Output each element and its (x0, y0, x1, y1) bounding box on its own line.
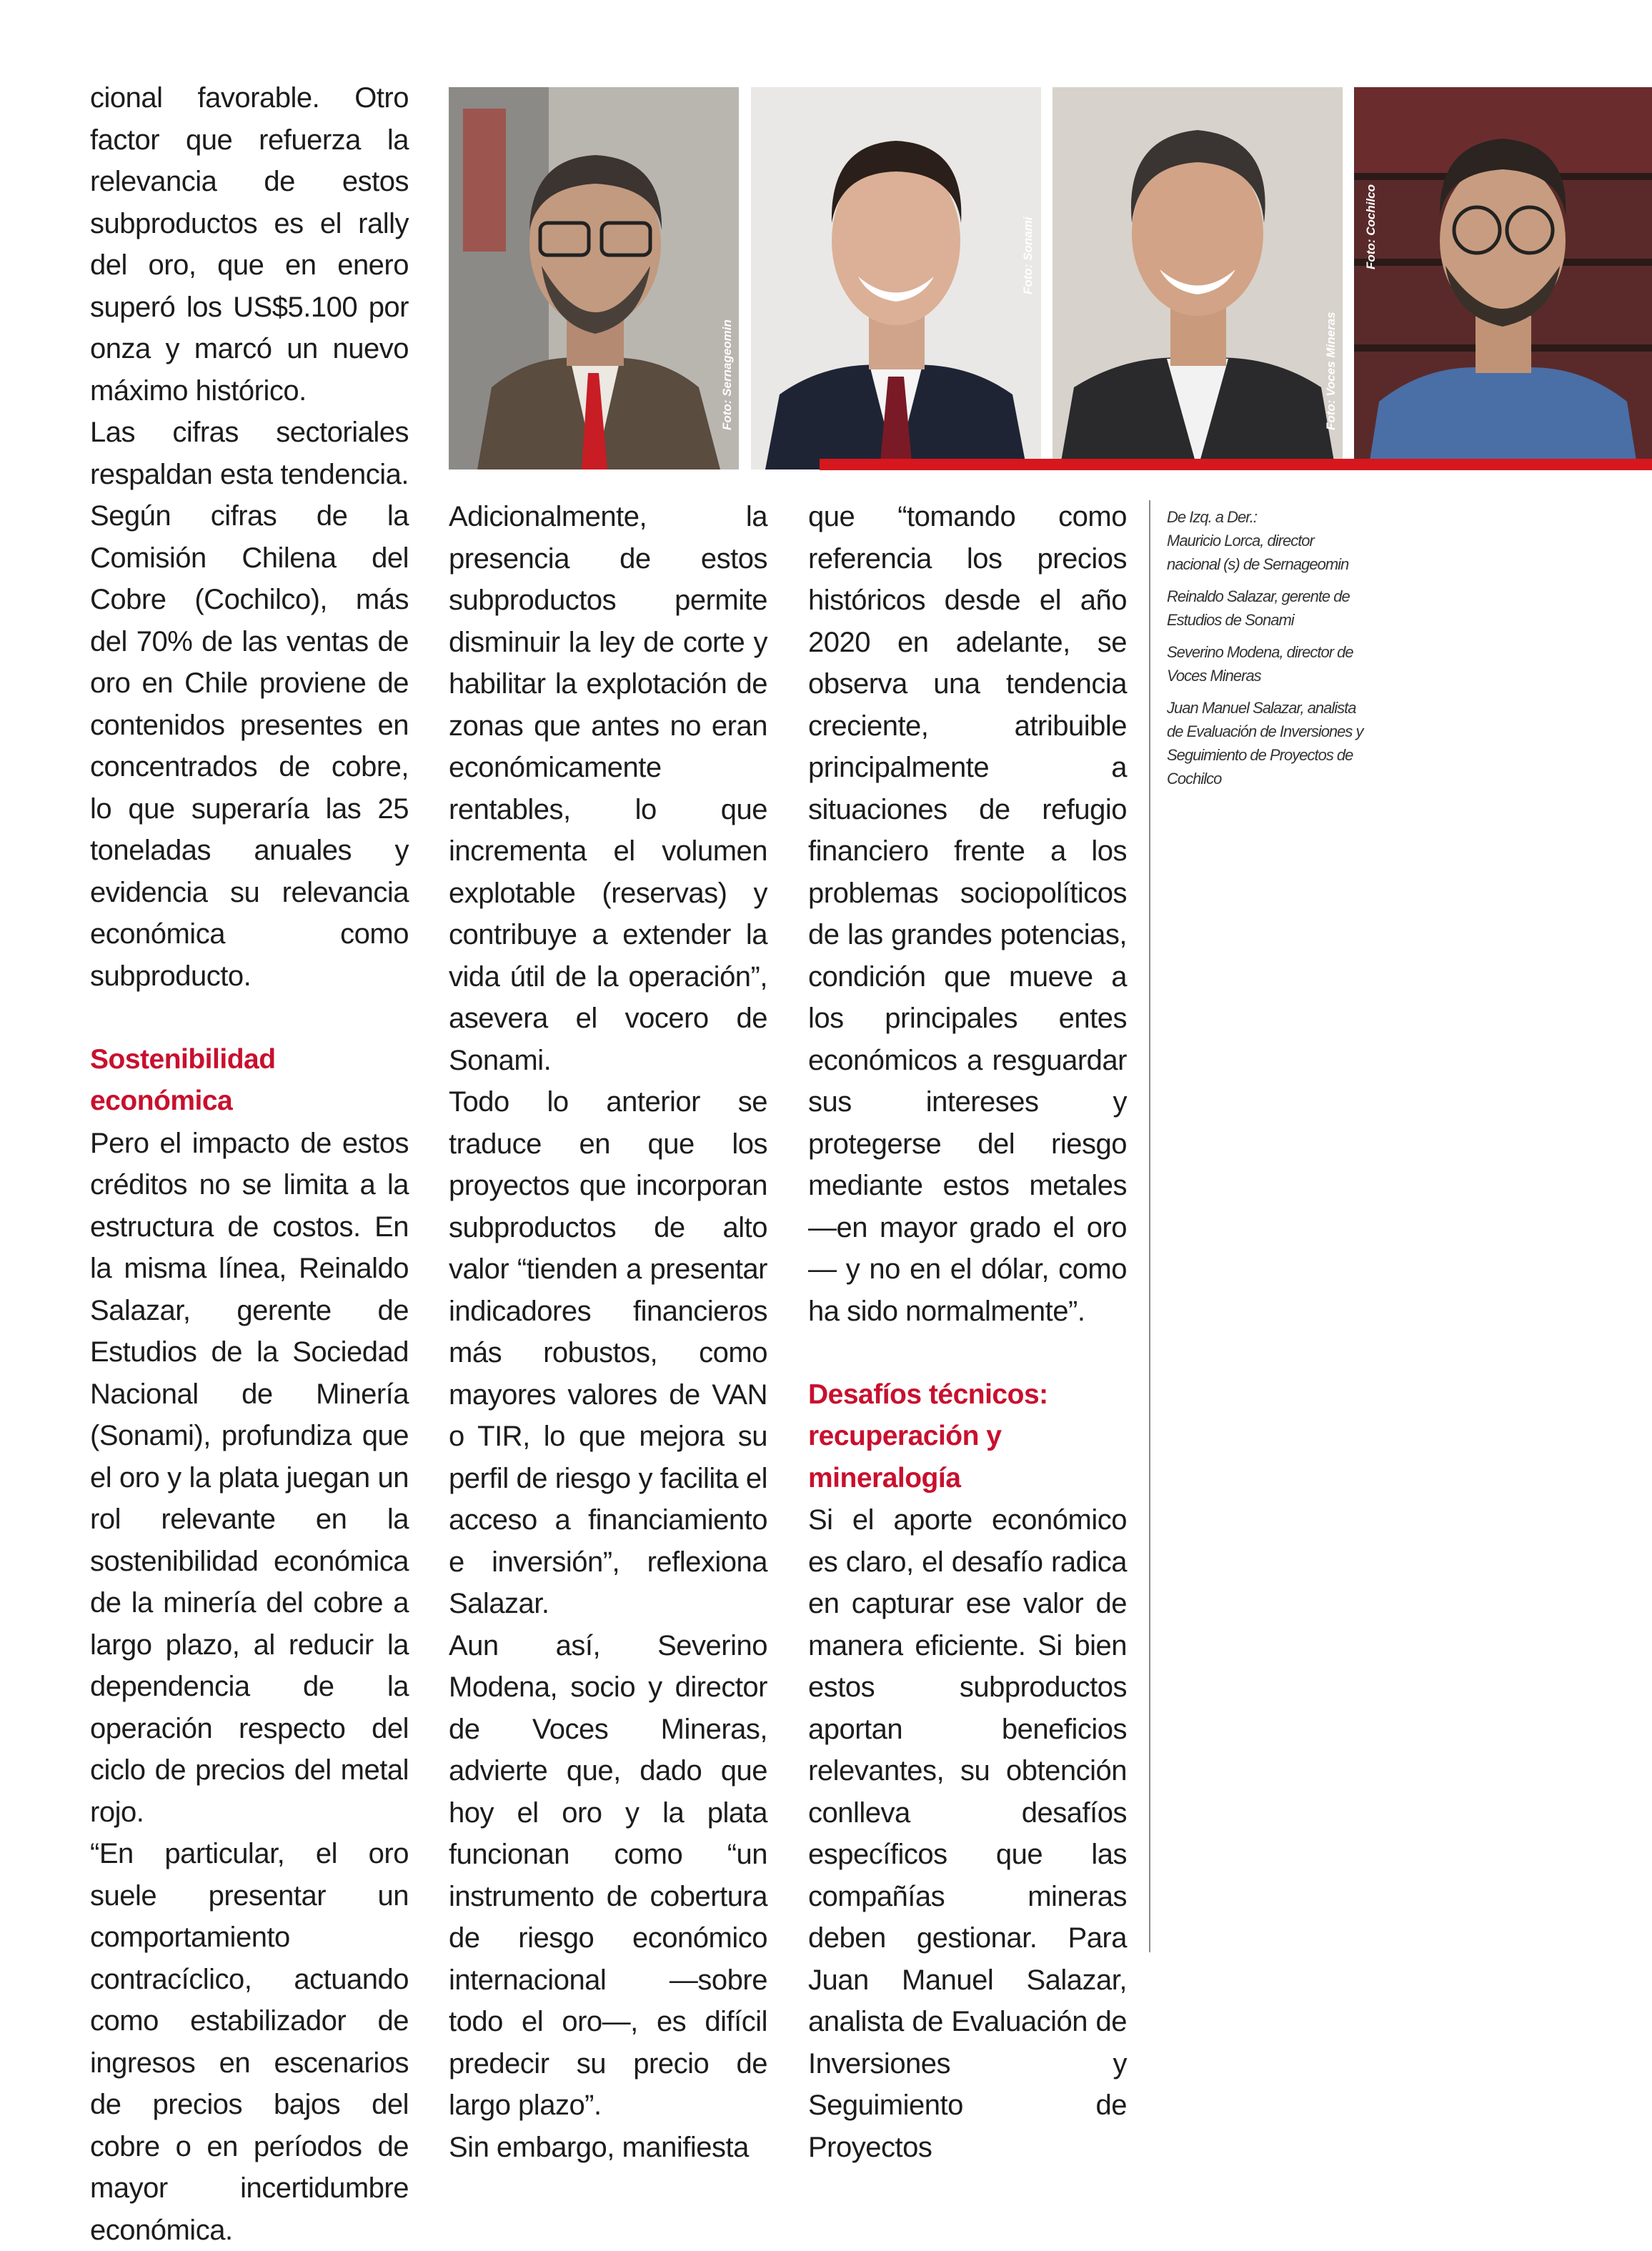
accent-rule (820, 459, 1652, 470)
article-column-2 (449, 496, 767, 2168)
paragraph: Las cifras sectoriales respaldan esta tendencia. Según cifras de la Comisión Chilena del Cobre (Cochilco), más del 70% de las ventas de oro en Chile proviene de contenidos presentes en concentrados de cobre, lo que superaría las 25 toneladas anuales y evidencia su relevancia económica como subproducto. (90, 417, 409, 992)
paragraph: Pero el impacto de estos créditos no se limita a la estructura de costos. En la misma línea, Reinaldo Salazar, gerente de Estudios de la Sociedad Nacional de Minería (Sonami), profundiza que el oro y la plata juegan un rol relevante en la sostenibilidad económica de la minería del cobre a largo plazo, al reducir la dependencia de la operación respecto del ciclo de precios del metal rojo. (90, 1127, 409, 1828)
caption-person: Reinaldo Salazar, gerente de Estudios de Sonami (1167, 587, 1350, 629)
paragraph: Adicionalmente, la presencia de estos subproductos permite disminuir la ley de corte y habilitar la explotación de zonas que antes no eran económicamente rentables, lo que incrementa el volumen explotable (reservas) y contribuye a extender la vida útil de la operación”, asevera el vocero de Sonami. (449, 501, 767, 1076)
photo-captions (1167, 505, 1367, 799)
article-column-3 (808, 496, 1127, 2168)
section-heading-desafios: Desafíos técnicos: recuperación y mineralogía (808, 1378, 1048, 1494)
portrait-juan-manuel-salazar (1354, 87, 1652, 469)
article-column-1 (90, 77, 409, 2251)
caption-person: Mauricio Lorca, director nacional (s) de Sernageomin (1167, 532, 1349, 573)
portrait-reinaldo-salazar (751, 87, 1041, 469)
paragraph: Todo lo anterior se traduce en que los proyectos que incorporan subproductos de alto valor “tienden a presentar indicadores financieros más robustos, como mayores valores de VAN o TIR, lo que mejora su perfil de riesgo y facilita el acceso a financiamiento e inversión”, reflexiona Salazar. (449, 1086, 767, 1619)
photo-credit: Foto: Cochilco (1364, 184, 1378, 269)
photo-credit: Foto: Voces Mineras (1324, 312, 1338, 430)
paragraph: que “tomando como referencia los precios históricos desde el año 2020 en adelante, se observa una tendencia creciente, atribuible principalmente a situaciones de refugio financiero frente a los problemas sociopolíticos de las grandes potencias, condición que mueve a los principales entes económicos a resguardar sus intereses y protegerse del riesgo mediante estos metales —en mayor grado el oro— y no en el dólar, como ha sido normalmente”. (808, 501, 1127, 1327)
photo-credit: Foto: Sernageomin (720, 319, 734, 430)
column-divider (1149, 500, 1150, 1952)
paragraph: cional favorable. Otro factor que refuerza la relevancia de estos subproductos es el rally del oro, que en enero superó los US$5.100 por onza y marcó un nuevo máximo histórico. (90, 82, 409, 407)
caption-person: Juan Manuel Salazar, analista de Evaluación de Inversiones y Seguimiento de Proyectos de Cochilco (1167, 699, 1363, 787)
caption-person: Severino Modena, director de Voces Mineras (1167, 643, 1353, 685)
paragraph: Si el aporte económico es claro, el desafío radica en capturar ese valor de manera eficiente. Si bien estos subproductos aportan beneficios relevantes, su obtención conlleva desafíos específicos que las compañías mineras deben gestionar. Para Juan Manuel Salazar, analista de Evaluación de Inversiones y Seguimiento de Proyectos (808, 1504, 1127, 2163)
paragraph: Aun así, Severino Modena, socio y director de Voces Mineras, advierte que, dado que hoy el oro y la plata funcionan como “un instrumento de cobertura de riesgo económico internacional —sobre todo el oro—, es difícil predecir su precio de largo plazo”. (449, 1629, 767, 2121)
portrait-mauricio-lorca (449, 87, 739, 469)
portrait-severino-modena (1053, 87, 1343, 469)
paragraph: “En particular, el oro suele presentar un comportamiento contracíclico, actuando como estabilizador de ingresos en escenarios de precios bajos del cobre o en períodos de mayor incertidumbre económica. (90, 1838, 409, 2246)
section-heading-sostenibilidad: Sostenibilidad económica (90, 1043, 276, 1116)
paragraph: Sin embargo, manifiesta (449, 2131, 749, 2163)
photo-credit: Foto: Sonami (1021, 217, 1035, 294)
caption-intro: De Izq. a Der.: (1167, 508, 1258, 526)
